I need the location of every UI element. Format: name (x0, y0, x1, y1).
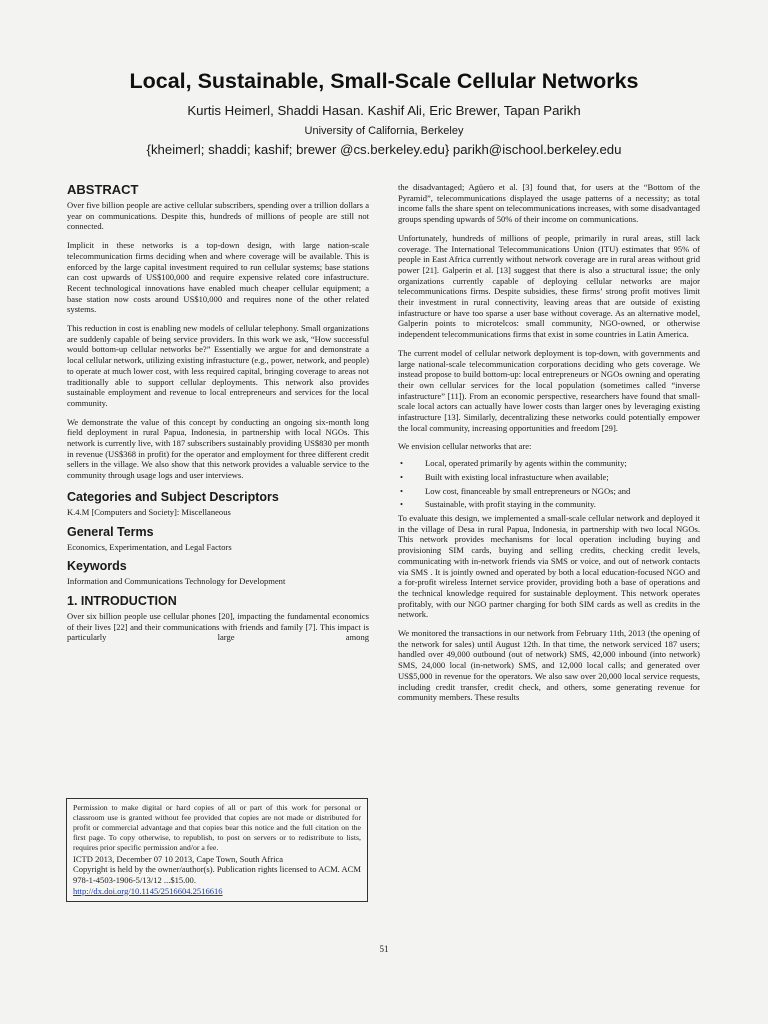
abstract-paragraph: Over five billion people are active cellular subscribers, spending over a trillion dollars a year on communications. Despite this, hundreds of millions of people are still not connected. (67, 200, 369, 232)
introduction-paragraph-continued: the disadvantaged; Agüero et al. [3] found that, for users at the “Bottom of the Pyramid”, telecommunications displayed the usage patterns of a necessity; as total income falls the share spent on telecommunications increases, with some disadvantaged groups spending upwards of 50% of their income on communications. (398, 182, 700, 225)
bullet-icon: • (400, 499, 403, 510)
copyright-notice (66, 798, 368, 902)
introduction-paragraph: The current model of cellular network deployment is top-down, with governments and large national-scale telecommunication corporations deciding who gets coverage. We instead propose to build bottom-up: local entrepreneurs or NGOs owning and operating their own cellular services for the local population (sometimes called “inverse infastructure” [11]). From an economic perspective, researchers have found that small-scale local actors can actually have lower costs than larger ones by leveraging existing infastructure [13]. Similarly, decentralizing these networks could potentially empower the local community, increasing opportunities and freedom [29]. (398, 347, 700, 433)
list-item (398, 458, 700, 469)
conference-info: ICTD 2013, December 07 10 2013, Cape Town, South Africa (73, 853, 284, 864)
keywords-heading: Keywords (67, 559, 127, 574)
list-item-text: Built with existing local infrastucture when available; (425, 471, 609, 482)
abstract-paragraph: This reduction in cost is enabling new models of cellular telephony. Small organizations are suddenly capable of being service providers. In this work we ask, “How successful would bottom-up cellular networks be?” Essentially we argue for and demonstrate a local cellular network, utilizing existing infrastucture (e.g., power, network, and people) to operate at much lower cost, with less required capital, bringing coverage to areas not traditionally able to support cellular deployments. This network also provides sustainable employment and revenue to local entrepreneurs and services for the local community. (67, 323, 369, 408)
introduction-paragraph: Unfortunately, hundreds of millions of people, primarily in rural areas, still lack coverage. The International Telecommunications Union (ITU) estimates that 95% of people in East Africa currently without network coverage are in rural areas without grid power [21]. Galperin et al. [13] suggest that there is also a structural issue; the only organizations currently capable of deploying cellular networks are major telecommunications firms. Despite subsidies, these firms’ strong profit motives limit their investment in rural connectivity, leaving areas that are outside of existing infastructure or have too sparse a user base without coverage. As an alternative model, Galperin points to microtelcos: small community, NGO-owned, or otherwise independent telecommunications firms that exist in some countries in Latin America. (398, 232, 700, 340)
categories-heading: Categories and Subject Descriptors (67, 489, 279, 504)
abstract-paragraph: Implicit in these networks is a top-down design, with large nation-scale telecommunication firms deciding when and where coverage will be available. This is enforced by the large capital investment required to run cellular systems; base stations can cost upwards of US$100,000 and require expensive related core infastructure. Recent technological innovations have enabled much cheaper cellular equipment; a base station now costs around US$10,000 and requires none of the other related systems. (67, 240, 369, 315)
right-column (398, 182, 700, 711)
list-item-text: Low cost, financeable by small entrepreneurs or NGOs; and (425, 485, 631, 496)
abstract-paragraph: We demonstrate the value of this concept by conducting an ongoing six-month long field deployment in rural Papua, Indonesia, in partnership with local NGOs. This network is currently live, with 187 subscribers sustainably providing US$830 per month in revenue (US$368 in profit) for the operator and employment for three different credit sellers in the village. We also show that this network provides a valuable service to the community through usage logs and user interviews. (67, 416, 369, 481)
introduction-paragraph: We envision cellular networks that are: (398, 441, 532, 452)
bullet-icon: • (400, 485, 403, 496)
bullet-icon: • (400, 471, 403, 482)
copyright-holder: Copyright is held by the owner/author(s). Publication rights licensed to ACM. ACM 978-1-4503-1906-5/13/12 ...$15.00. (73, 864, 361, 885)
bullet-icon: • (400, 458, 403, 469)
general-terms-text: Economics, Experimentation, and Legal Factors (67, 541, 232, 552)
author-list: Kurtis Heimerl, Shaddi Hasan. Kashif Ali, Eric Brewer, Tapan Parikh (187, 103, 581, 118)
page-number: 51 (379, 944, 389, 954)
doi-link[interactable]: http://dx.doi.org/10.1145/2516604.2516616 (73, 885, 223, 896)
list-item (398, 499, 700, 510)
list-item-text: Local, operated primarily by agents within the community; (425, 458, 627, 469)
introduction-paragraph: To evaluate this design, we implemented a small-scale cellular network and deployed it in the village of Desa in rural Papua, Indonesia, in partnership with two local NGOs. This network provides mechanisms for local operation including buying and provisioning SIM cards, buying and selling credits, checking credit levels, communicating with in-network friends via SMS or voice, and out of network contacts via SMS . It is jointly owned and operated by both a local education-focused NGO and a for-profit wireless Internet service provider, providing both a base of operations and the technical knowledge required for sustainable deployment. This network operates profitably, with our NGO partner charging for both SIM cards as well as credits in the network. (398, 512, 700, 620)
left-column (67, 182, 369, 651)
permission-text: Permission to make digital or hard copies of all or part of this work for personal or classroom use is granted without fee provided that copies are not made or distributed for profit or commercial advantage and that copies bear this notice and the full citation on the first page. To copy otherwise, to republish, to post on servers or to redistribute to lists, requires prior specific permission and/or a fee. (73, 803, 361, 852)
introduction-paragraph-start: Over six billion people use cellular phones [20], impacting the fundamental economics of their lives [22] and their communications with friends and family [7]. This impact is particularly large among (67, 610, 369, 643)
list-item (398, 486, 700, 497)
paper-title: Local, Sustainable, Small-Scale Cellular Networks (129, 69, 639, 93)
general-terms-heading: General Terms (67, 524, 154, 539)
list-item-text: Sustainable, with profit staying in the community. (425, 499, 596, 510)
list-item (398, 472, 700, 483)
author-emails: {kheimerl; shaddi; kashif; brewer @cs.berkeley.edu} parikh@ischool.berkeley.edu (146, 142, 622, 157)
introduction-heading: 1. INTRODUCTION (67, 593, 177, 608)
introduction-paragraph: We monitored the transactions in our network from February 11th, 2013 (the opening of the network for sales) until August 12th. In that time, the network serviced 187 users; handled over 49,000 outbound (out of network) SMS, 42,000 inbound (into network) SMS, 24,000 local (in-network) SMS, and 12,000 local calls; and generated over US$5,000 in revenue for the operators. We also saw over 20,000 local service requests, including credit transfer, credit check, and others, some generating revenue for community members. These results (398, 628, 700, 703)
categories-text: K.4.M [Computers and Society]: Miscellaneous (67, 506, 231, 517)
affiliation: University of California, Berkeley (304, 125, 464, 137)
paper-header (0, 68, 768, 158)
abstract-heading: ABSTRACT (67, 182, 139, 197)
design-goals-list (398, 458, 700, 510)
keywords-text: Information and Communications Technology for Development (67, 576, 286, 587)
